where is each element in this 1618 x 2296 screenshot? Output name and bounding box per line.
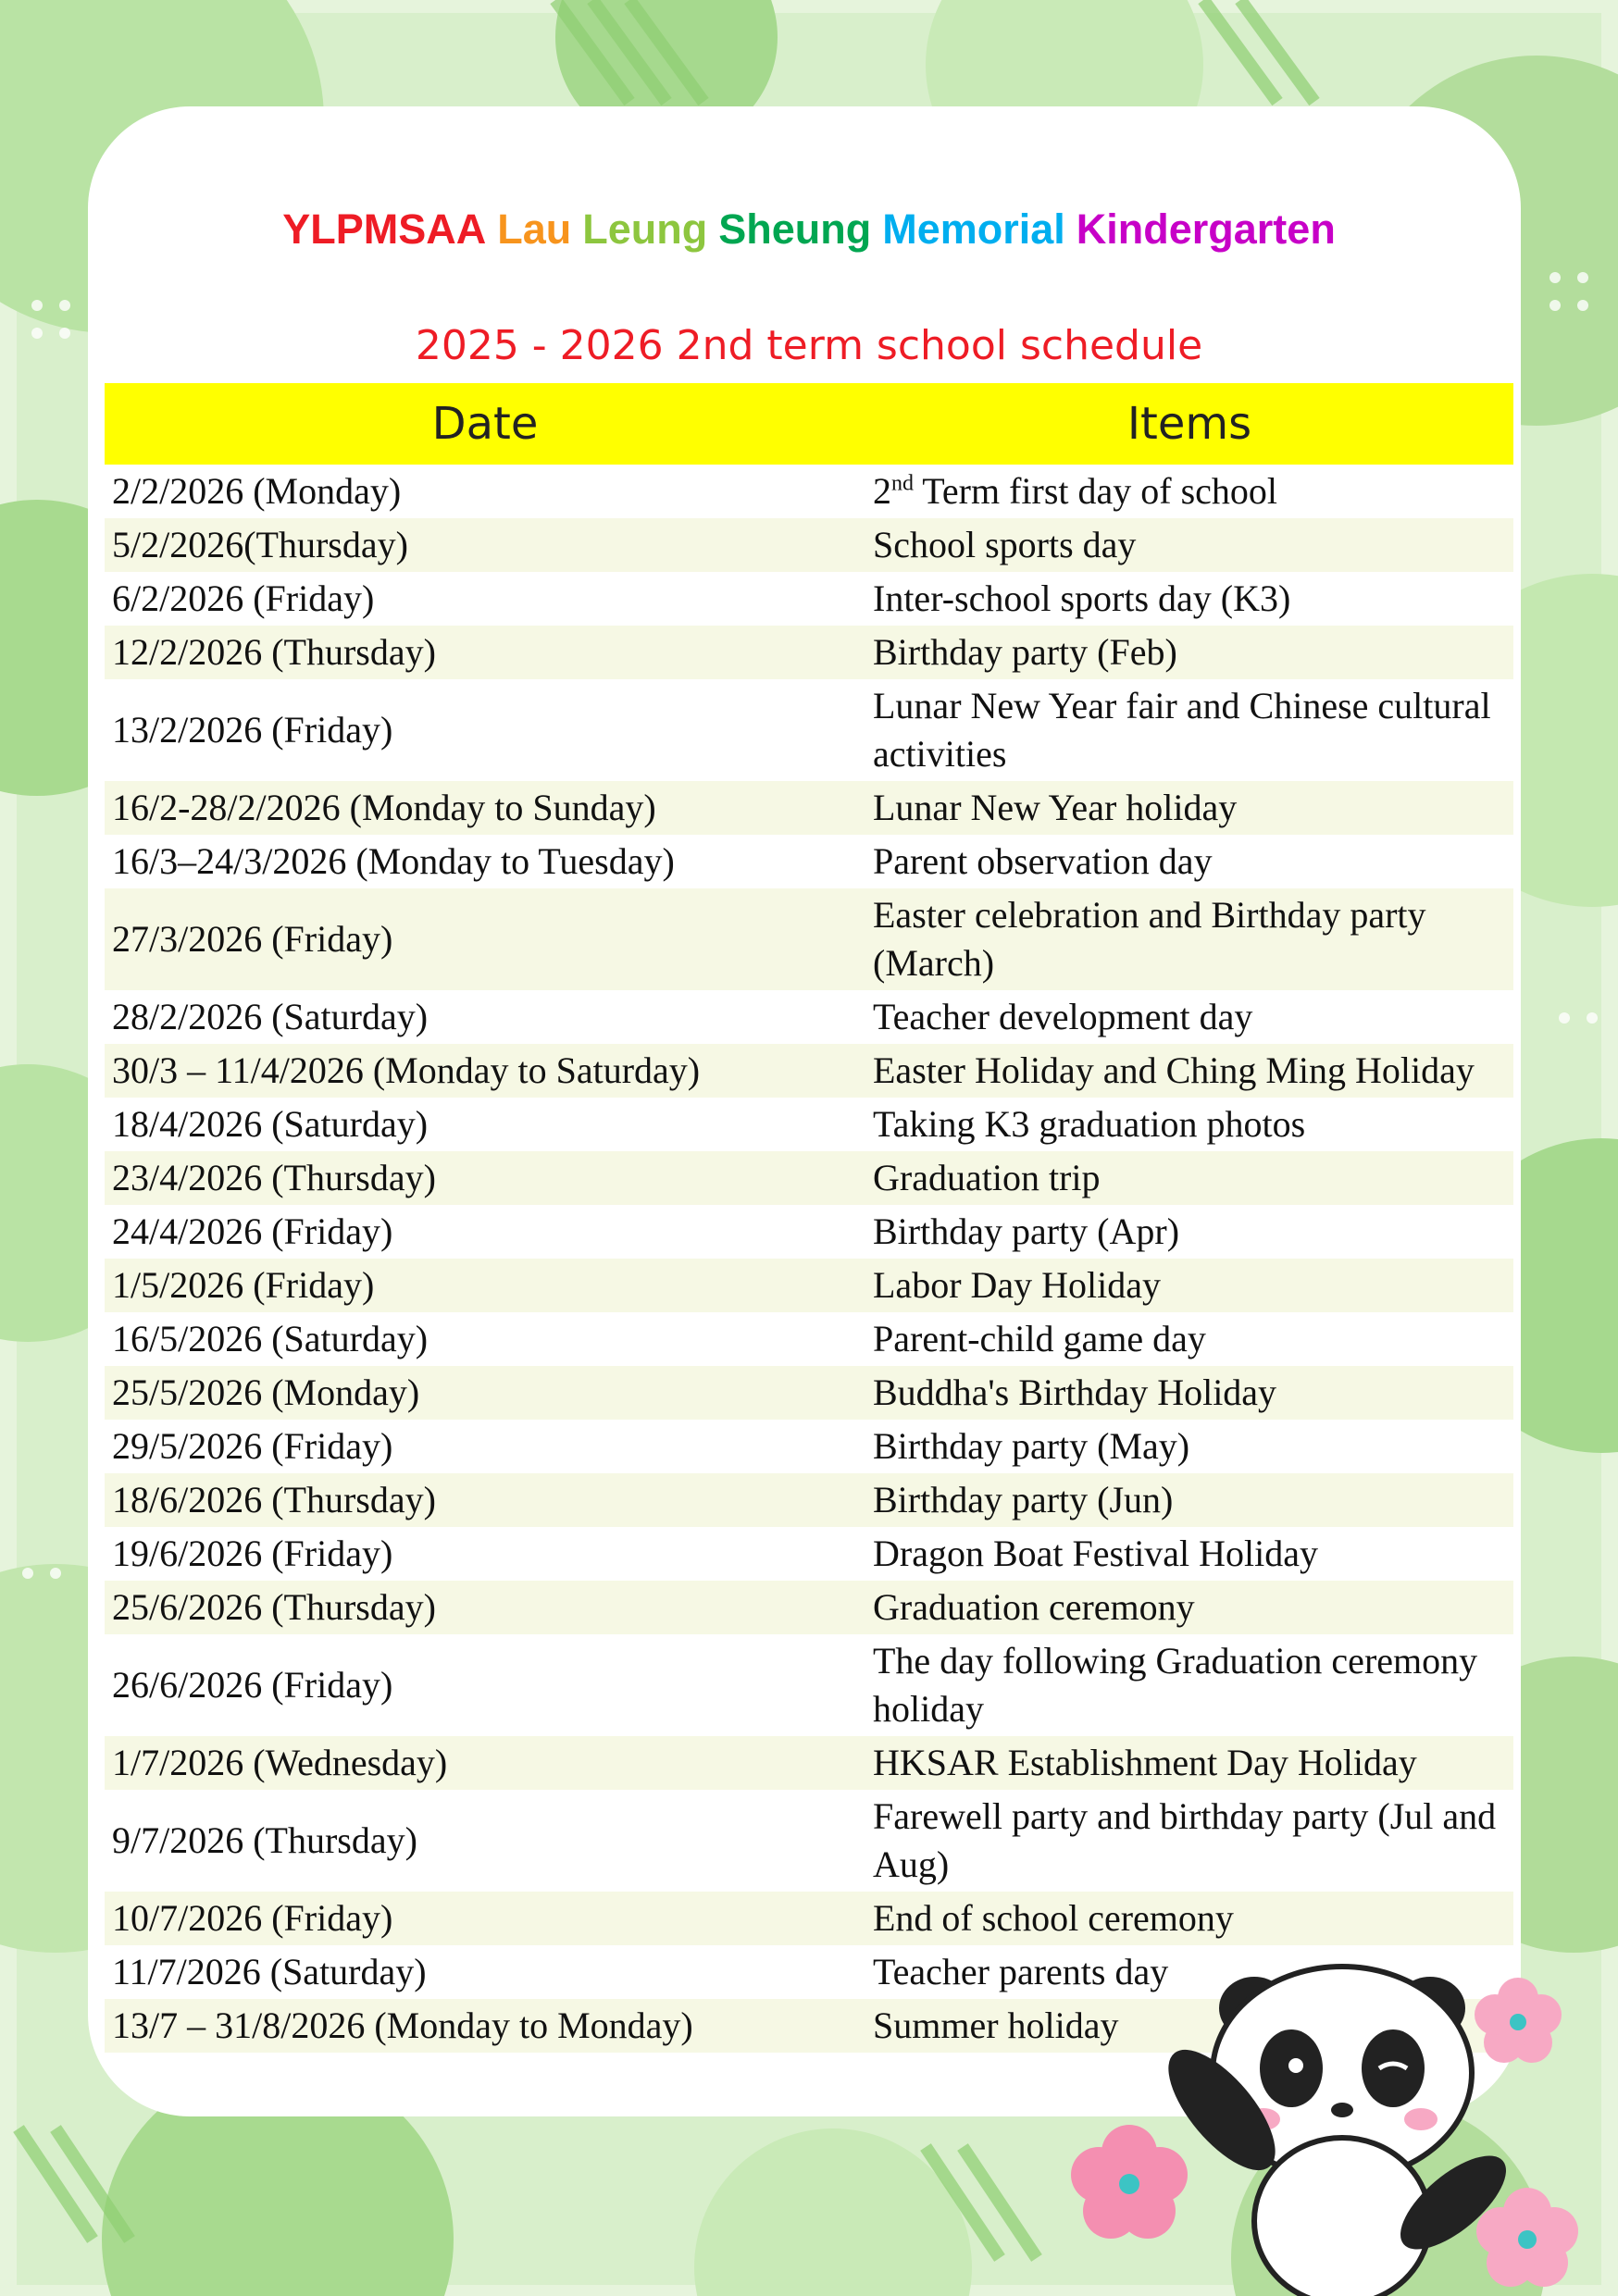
item-cell: Easter Holiday and Ching Ming Holiday [865, 1044, 1513, 1098]
item-cell: End of school ceremony [865, 1892, 1513, 1945]
item-text: Term first day of school [914, 470, 1278, 512]
item-cell: Parent-child game day [865, 1312, 1513, 1366]
table-row [105, 990, 1513, 1044]
item-cell: Birthday party (Feb) [865, 626, 1513, 679]
item-cell: Graduation ceremony [865, 1581, 1513, 1634]
item-cell: Buddha's Birthday Holiday [865, 1366, 1513, 1420]
table-row [105, 1790, 1513, 1892]
date-cell: 6/2/2026 (Friday) [105, 572, 865, 626]
item-cell: Lunar New Year holiday [865, 781, 1513, 835]
table-row [105, 1366, 1513, 1420]
date-cell: 2/2/2026 (Monday) [105, 465, 865, 518]
item-cell: Summer holiday [865, 1999, 1513, 2053]
table-row [105, 1044, 1513, 1098]
school-name-word: Memorial [882, 205, 1065, 253]
date-cell: 12/2/2026 (Thursday) [105, 626, 865, 679]
date-cell: 10/7/2026 (Friday) [105, 1892, 865, 1945]
item-cell: Graduation trip [865, 1151, 1513, 1205]
date-cell: 13/2/2026 (Friday) [105, 679, 865, 781]
table-row [105, 1527, 1513, 1581]
item-cell: Birthday party (May) [865, 1420, 1513, 1473]
date-cell: 5/2/2026(Thursday) [105, 518, 865, 572]
schedule-body [105, 465, 1513, 2053]
item-cell: Dragon Boat Festival Holiday [865, 1527, 1513, 1581]
date-cell: 18/4/2026 (Saturday) [105, 1098, 865, 1151]
school-name-word: Sheung [718, 205, 872, 253]
table-row [105, 518, 1513, 572]
date-cell: 27/3/2026 (Friday) [105, 888, 865, 990]
item-cell: Lunar New Year fair and Chinese cultural activities [865, 679, 1513, 781]
item-cell: Inter-school sports day (K3) [865, 572, 1513, 626]
term-title: 2025 - 2026 2nd term school schedule [415, 322, 1203, 369]
item-cell: Farewell party and birthday party (Jul and Aug) [865, 1790, 1513, 1892]
item-cell [865, 465, 1513, 518]
table-row [105, 1312, 1513, 1366]
item-cell: Easter celebration and Birthday party (March) [865, 888, 1513, 990]
table-row [105, 1205, 1513, 1259]
table-row [105, 572, 1513, 626]
date-cell: 13/7 – 31/8/2026 (Monday to Monday) [105, 1999, 865, 2053]
date-cell: 28/2/2026 (Saturday) [105, 990, 865, 1044]
date-cell: 16/3–24/3/2026 (Monday to Tuesday) [105, 835, 865, 888]
table-row [105, 835, 1513, 888]
school-name-word: YLPMSAA [282, 205, 487, 253]
table-row [105, 1892, 1513, 1945]
date-cell: 18/6/2026 (Thursday) [105, 1473, 865, 1527]
table-row [105, 1634, 1513, 1736]
ordinal-suffix: nd [891, 471, 914, 496]
item-cell: Birthday party (Apr) [865, 1205, 1513, 1259]
date-cell: 24/4/2026 (Friday) [105, 1205, 865, 1259]
item-cell: Parent observation day [865, 835, 1513, 888]
date-cell: 1/5/2026 (Friday) [105, 1259, 865, 1312]
table-row [105, 465, 1513, 518]
date-cell: 25/5/2026 (Monday) [105, 1366, 865, 1420]
date-cell: 11/7/2026 (Saturday) [105, 1945, 865, 1999]
table-row [105, 1473, 1513, 1527]
table-row [105, 1151, 1513, 1205]
item-text: 2 [873, 470, 891, 512]
table-row [105, 679, 1513, 781]
school-name-word: Leung [582, 205, 708, 253]
item-cell: Birthday party (Jun) [865, 1473, 1513, 1527]
panda-icon [1064, 1943, 1618, 2296]
table-row [105, 1736, 1513, 1790]
item-cell: Teacher development day [865, 990, 1513, 1044]
table-row [105, 1581, 1513, 1634]
item-cell: Teacher parents day [865, 1945, 1513, 1999]
date-cell: 23/4/2026 (Thursday) [105, 1151, 865, 1205]
table-row [105, 888, 1513, 990]
date-cell: 25/6/2026 (Thursday) [105, 1581, 865, 1634]
date-cell: 16/5/2026 (Saturday) [105, 1312, 865, 1366]
item-cell: Labor Day Holiday [865, 1259, 1513, 1312]
date-cell: 26/6/2026 (Friday) [105, 1634, 865, 1736]
table-row [105, 626, 1513, 679]
school-name [0, 205, 1618, 254]
date-cell: 1/7/2026 (Wednesday) [105, 1736, 865, 1790]
school-name-word: Kindergarten [1076, 205, 1336, 253]
table-header-row [105, 383, 1513, 465]
item-cell: School sports day [865, 518, 1513, 572]
date-cell: 30/3 – 11/4/2026 (Monday to Saturday) [105, 1044, 865, 1098]
item-cell: HKSAR Establishment Day Holiday [865, 1736, 1513, 1790]
item-cell: Taking K3 graduation photos [865, 1098, 1513, 1151]
table-row [105, 1259, 1513, 1312]
item-cell: The day following Graduation ceremony holiday [865, 1634, 1513, 1736]
date-cell: 16/2-28/2/2026 (Monday to Sunday) [105, 781, 865, 835]
date-cell: 19/6/2026 (Friday) [105, 1527, 865, 1581]
column-header-items: Items [865, 383, 1513, 465]
table-row [105, 1098, 1513, 1151]
date-cell: 29/5/2026 (Friday) [105, 1420, 865, 1473]
schedule-table [105, 383, 1513, 2053]
table-row [105, 1420, 1513, 1473]
column-header-date: Date [105, 383, 865, 465]
school-name-word: Lau [497, 205, 572, 253]
date-cell: 9/7/2026 (Thursday) [105, 1790, 865, 1892]
table-row [105, 781, 1513, 835]
